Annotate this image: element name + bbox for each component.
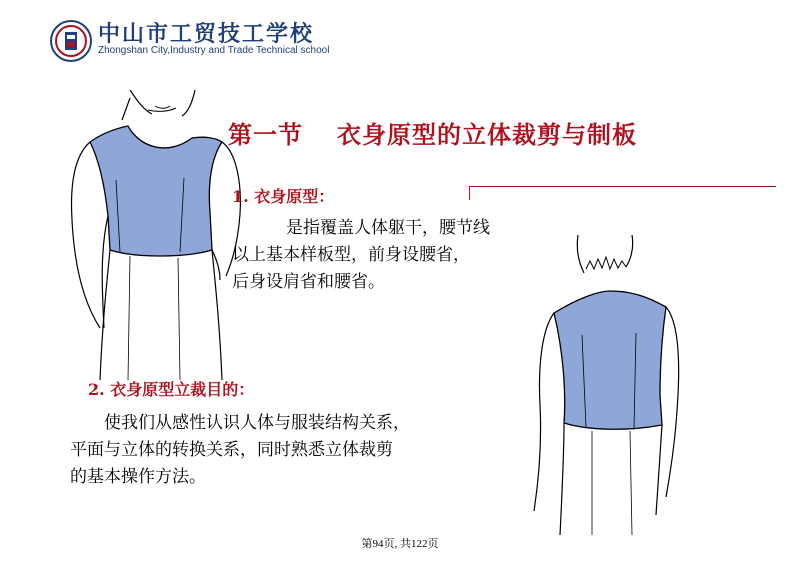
section1-heading: 1. 衣身原型： xyxy=(232,187,335,206)
section2-heading: 2. 衣身原型立裁目的： xyxy=(88,380,255,399)
section-name: 衣身原型的立体裁剪与制板 xyxy=(337,121,637,149)
section-title xyxy=(228,115,637,150)
decorative-rule-tick xyxy=(469,186,470,200)
section2-line-1: 使我们从感性认识人体与服装结构关系， xyxy=(104,413,410,433)
section1-line-3: 后身设肩省和腰省。 xyxy=(232,272,385,292)
school-name-cn: 中山市工贸技工学校 xyxy=(98,21,315,47)
section1-line-2: 以上基本样板型，前身设腰省， xyxy=(232,245,470,265)
school-emblem-icon xyxy=(50,20,92,62)
section-number: 第一节 xyxy=(228,121,303,149)
back-bodice-illustration xyxy=(520,235,700,535)
section2-paragraph xyxy=(70,410,480,491)
section1-line-1: 是指覆盖人体躯干，腰节线 xyxy=(286,218,490,238)
section1-paragraph xyxy=(232,215,532,296)
page-number: 第94页, 共122页 xyxy=(361,538,439,550)
section2-line-2: 平面与立体的转换关系，同时熟悉立体裁剪 xyxy=(70,440,393,460)
section2-line-3: 的基本操作方法。 xyxy=(70,467,206,487)
school-name-en: Zhongshan City,Industry and Trade Technical school xyxy=(98,45,330,56)
decorative-rule xyxy=(469,186,776,187)
front-bodice-illustration xyxy=(60,90,260,380)
